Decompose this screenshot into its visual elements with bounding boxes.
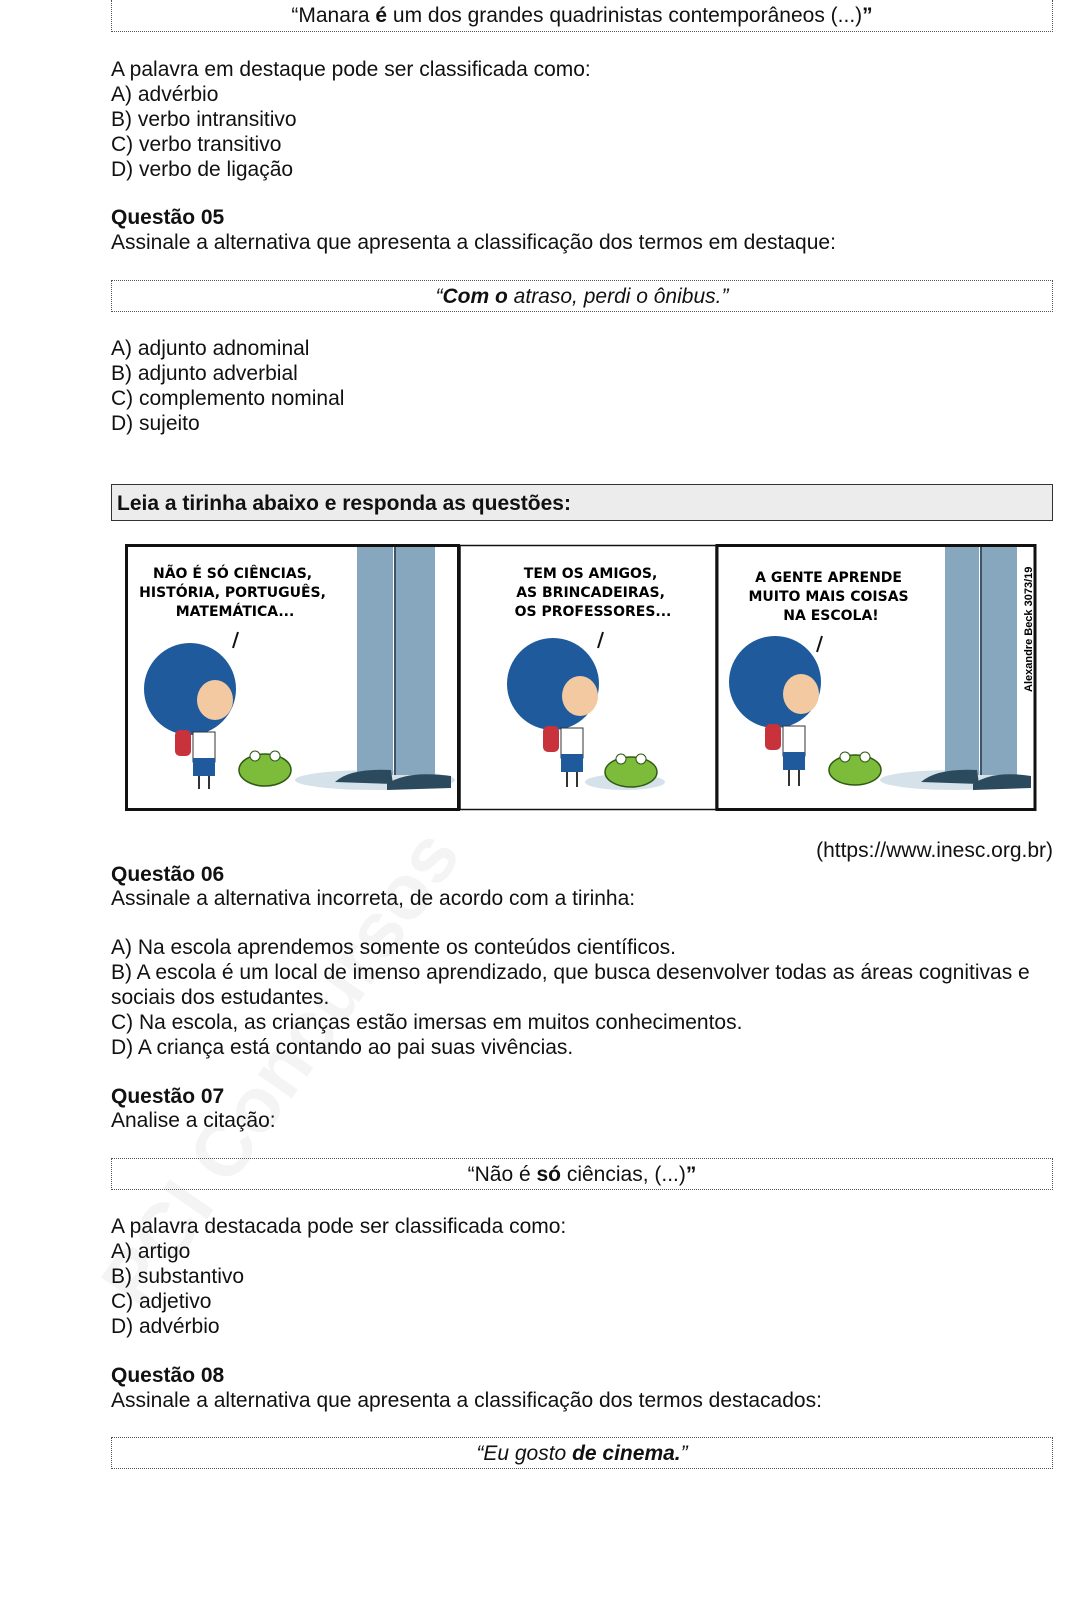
q07-option-d: D) advérbio bbox=[111, 1315, 220, 1338]
q07-title: Questão 07 bbox=[111, 1085, 225, 1108]
q05-option-a: A) adjunto adnominal bbox=[111, 337, 310, 360]
comic-p1-line1: NÃO É SÓ CIÊNCIAS, bbox=[153, 566, 313, 582]
frog bbox=[605, 757, 657, 787]
q06-title: Questão 06 bbox=[111, 863, 225, 886]
q06-option-b: B) A escola é um local de imenso aprendizado, que busca desenvolver todas as áreas cognitivas e bbox=[111, 961, 1030, 984]
comic-p3-line2: MUITO MAIS COISAS bbox=[748, 589, 909, 605]
q05-prompt: Assinale a alternativa que apresenta a classificação dos termos em destaque: bbox=[111, 231, 836, 254]
q04-quote-bold: é bbox=[375, 4, 388, 27]
backpack bbox=[765, 724, 781, 750]
q04-quote-box bbox=[111, 0, 1053, 32]
q05-option-d: D) sujeito bbox=[111, 412, 200, 435]
q07-option-b: B) substantivo bbox=[111, 1265, 245, 1288]
q07-quote-bold: só bbox=[536, 1163, 561, 1186]
q05-title: Questão 05 bbox=[111, 206, 225, 229]
q05-quote-open: “ bbox=[435, 285, 443, 308]
q07-prompt2: A palavra destacada pode ser classificada como: bbox=[111, 1215, 567, 1238]
comic-p2-line1: TEM OS AMIGOS, bbox=[523, 566, 658, 582]
q04-option-c: C) verbo transitivo bbox=[111, 133, 282, 156]
q05-quote-rest: atraso, perdi o ônibus.” bbox=[507, 285, 729, 308]
q05-quote-box bbox=[111, 280, 1053, 312]
comic-credit: Alexandre Beck 3073/19 bbox=[1023, 566, 1035, 692]
q06-prompt: Assinale a alternativa incorreta, de acordo com a tirinha: bbox=[111, 887, 636, 910]
q04-option-d: D) verbo de ligação bbox=[111, 158, 294, 181]
q05-option-b: B) adjunto adverbial bbox=[111, 362, 298, 385]
comic-p1-line2: HISTÓRIA, PORTUGUÊS, bbox=[139, 585, 326, 601]
q07-option-a: A) artigo bbox=[111, 1240, 191, 1263]
comic-p2-line2: AS BRINCADEIRAS, bbox=[516, 585, 665, 601]
frog bbox=[829, 755, 881, 785]
q07-quote-rest: ciências, (...) bbox=[561, 1163, 686, 1186]
q06-option-a: A) Na escola aprendemos somente os conteúdos científicos. bbox=[111, 936, 676, 959]
q04-option-a: A) advérbio bbox=[111, 83, 219, 106]
q07-quote-open: “Não é bbox=[467, 1163, 537, 1186]
q08-prompt: Assinale a alternativa que apresenta a classificação dos termos destacados: bbox=[111, 1389, 822, 1412]
q04-quote-open: “Manara bbox=[291, 4, 376, 27]
comic-p3-line3: NA ESCOLA! bbox=[783, 608, 879, 624]
backpack bbox=[543, 726, 559, 752]
comic-p3-line1: A GENTE APRENDE bbox=[755, 570, 902, 586]
q06-option-d: D) A criança está contando ao pai suas vivências. bbox=[111, 1036, 574, 1059]
svg-text:TEM OS AMIGOS, AS BRINCA bbox=[515, 566, 672, 620]
q07-option-c: C) adjetivo bbox=[111, 1290, 212, 1313]
comic-strip bbox=[125, 544, 1038, 812]
q07-quote-box bbox=[111, 1158, 1053, 1190]
comic-p1-line3: MATEMÁTICA... bbox=[175, 604, 295, 620]
section-header: Leia a tirinha abaixo e responda as questões: bbox=[111, 484, 1053, 521]
q04-option-b: B) verbo intransitivo bbox=[111, 108, 297, 131]
q06-option-b-cont: sociais dos estudantes. bbox=[111, 986, 330, 1009]
q08-quote-bold: de cinema. bbox=[572, 1442, 681, 1465]
q04-quote-rest: um dos grandes quadrinistas contemporâneos (...) bbox=[387, 4, 863, 27]
q08-quote-open: “Eu gosto bbox=[476, 1442, 573, 1465]
q04-prompt: A palavra em destaque pode ser classificada como: bbox=[111, 58, 591, 81]
q08-title: Questão 08 bbox=[111, 1364, 225, 1387]
adult-legs bbox=[945, 547, 979, 775]
comic-source: (https://www.inesc.org.br) bbox=[816, 839, 1053, 862]
q08-quote-box bbox=[111, 1437, 1053, 1469]
q05-quote-bold: Com o bbox=[442, 285, 508, 308]
comic-p2-line3: OS PROFESSORES... bbox=[514, 604, 672, 620]
backpack bbox=[175, 730, 191, 756]
q05-option-c: C) complemento nominal bbox=[111, 387, 345, 410]
q04-quote-close: ” bbox=[862, 4, 873, 27]
q07-prompt: Analise a citação: bbox=[111, 1109, 276, 1132]
q07-quote-close: ” bbox=[685, 1163, 697, 1186]
frog bbox=[239, 754, 291, 786]
q06-option-c: C) Na escola, as crianças estão imersas em muitos conhecimentos. bbox=[111, 1011, 743, 1034]
adult-legs bbox=[357, 547, 393, 775]
q08-quote-close: ” bbox=[680, 1442, 688, 1465]
